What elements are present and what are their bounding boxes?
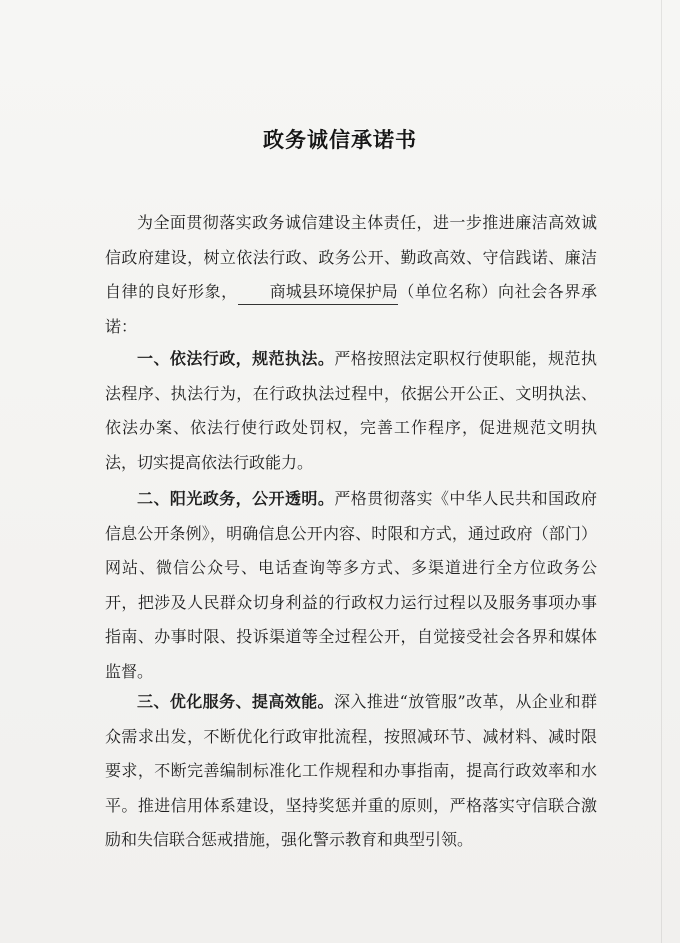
section-1	[105, 342, 597, 480]
section-2	[105, 482, 597, 689]
section-1-heading: 一、依法行政，规范执法。	[137, 349, 335, 368]
intro-paragraph	[105, 206, 597, 344]
intro-text-before: 为全面贯彻落实政务诚信建设主体责任，进一步推进廉洁高效诚信政府建设，树立依法行政、政务公开、勤政高效、守信践诺、廉洁自律的良好形象，	[105, 213, 597, 301]
unit-name-field: 商城县环境保护局	[238, 280, 398, 305]
section-3	[105, 685, 597, 858]
section-3-text: 深入推进“放管服”改革，从企业和群众需求出发，不断优化行政审批流程，按照减环节、减材料、减时限要求，不断完善编制标准化工作规程和办事指南，提高行政效率和水平。推进信用体系建设，坚持奖惩并重的原则，严格落实守信联合激励和失信联合惩戒措施，强化警示教育和典型引领。	[105, 692, 597, 849]
section-2-heading: 二、阳光政务，公开透明。	[137, 489, 335, 508]
document-title: 政务诚信承诺书	[263, 127, 417, 152]
section-2-text: 严格贯彻落实《中华人民共和国政府信息公开条例》，明确信息公开内容、时限和方式，通过政府（部门）网站、微信公众号、电话查询等多方式、多渠道进行全方位政务公开，把涉及人民群众切身利益的行政权力运行过程以及服务事项办事指南、办事时限、投诉渠道等全过程公开，自觉接受社会各界和媒体监督。	[105, 489, 597, 681]
section-1-text: 严格按照法定职权行使职能，规范执法程序、执法行为，在行政执法过程中，依据公开公正、文明执法、依法办案、依法行使行政处罚权，完善工作程序，促进规范文明执法，切实提高依法行政能力。	[105, 349, 597, 472]
intro-text-after: （单位名称）向社会各界承诺：	[105, 282, 597, 336]
section-3-heading: 三、优化服务、提高效能。	[137, 692, 334, 711]
